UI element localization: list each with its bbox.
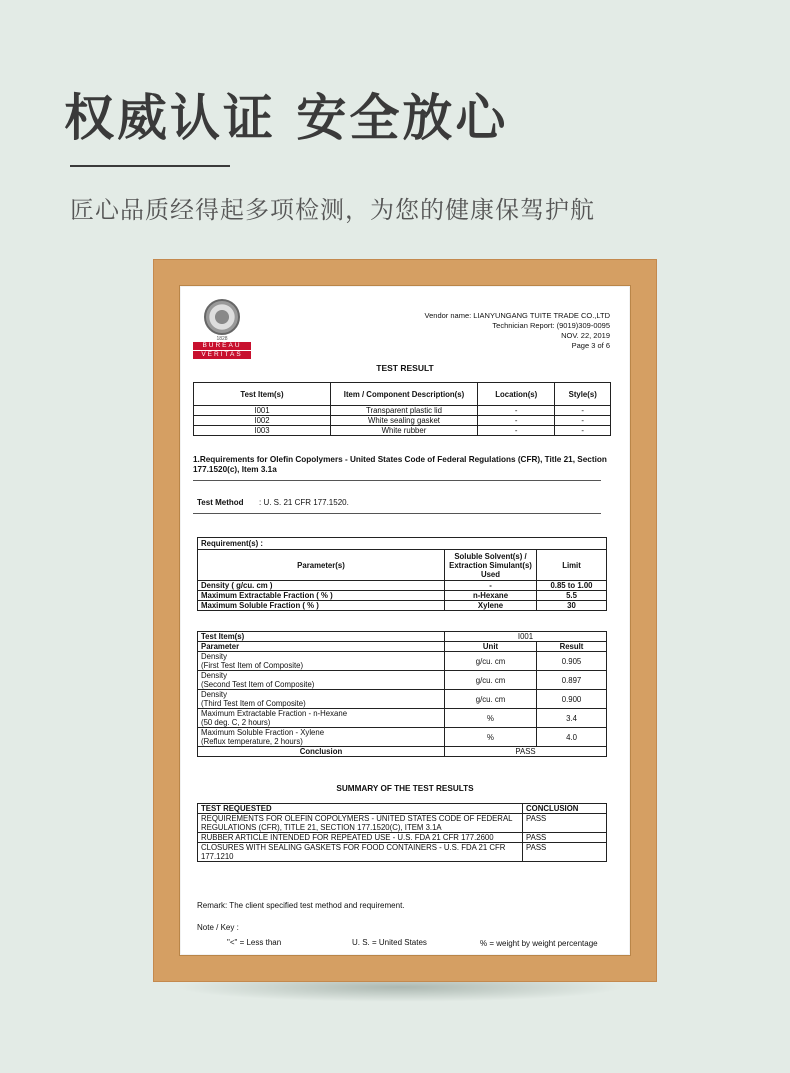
parameter-note: (50 deg. C, 2 hours) [201, 718, 271, 727]
table-cell: White sealing gasket [331, 416, 478, 426]
requirements-table [197, 537, 607, 611]
requirements-header: Soluble Solvent(s) / Extraction Simulant(s) Used [445, 550, 537, 581]
items-table [193, 382, 611, 436]
table-cell: Transparent plastic lid [331, 406, 478, 416]
table-cell: I002 [194, 416, 331, 426]
table-row [198, 652, 607, 671]
parameter-name: Maximum Extractable Fraction - n-Hexane [201, 709, 348, 718]
test-method [197, 498, 349, 507]
conclusion-value: PASS [445, 747, 607, 757]
requirements-title: Requirement(s) : [198, 538, 607, 550]
table-cell: PASS [523, 833, 607, 843]
table-row [198, 591, 607, 601]
document-title: TEST RESULT [376, 363, 434, 373]
table-cell: - [445, 581, 537, 591]
conclusion-row [198, 747, 607, 757]
test-method-label: Test Method [197, 498, 244, 507]
table-cell: n-Hexane [445, 591, 537, 601]
report-date: NOV. 22, 2019 [561, 331, 610, 340]
bureau-veritas-logo [193, 299, 251, 359]
table-cell: - [478, 426, 555, 436]
table-cell: - [555, 406, 611, 416]
table-cell: 5.5 [537, 591, 607, 601]
page-headline: 权威认证 安全放心 [64, 89, 509, 147]
table-cell: 4.0 [537, 728, 607, 747]
results-header: Unit [445, 642, 537, 652]
table-row [198, 690, 607, 709]
divider [193, 513, 601, 514]
table-cell: 30 [537, 601, 607, 611]
parameter-name: Maximum Soluble Fraction - Xylene [201, 728, 325, 737]
table-row [198, 814, 607, 833]
page-number: Page 3 of 6 [571, 341, 610, 350]
table-cell: White rubber [331, 426, 478, 436]
table-cell: - [478, 416, 555, 426]
table-cell: REQUIREMENTS FOR OLEFIN COPOLYMERS - UNITED STATES CODE OF FEDERAL REGULATIONS (CFR), TITLE 21, SECTION 177.1520(C), ITEM 3.1A [198, 814, 523, 833]
note-label: Note / Key : [197, 923, 239, 932]
table-cell: - [555, 416, 611, 426]
logo-year: 1828 [216, 336, 228, 342]
table-cell: RUBBER ARTICLE INTENDED FOR REPEATED USE - U.S. FDA 21 CFR 177.2600 [198, 833, 523, 843]
table-cell: CLOSURES WITH SEALING GASKETS FOR FOOD CONTAINERS - U.S. FDA 21 CFR 177.1210 [198, 843, 523, 862]
summary-table [197, 803, 607, 862]
parameter-note: (Reflux temperature, 2 hours) [201, 737, 303, 746]
parameter-note: (Second Test Item of Composite) [201, 680, 315, 689]
table-cell: PASS [523, 814, 607, 833]
parameter-note: (Third Test Item of Composite) [201, 699, 306, 708]
table-cell: - [478, 406, 555, 416]
table-cell: 0.905 [537, 652, 607, 671]
test-item-label: Test Item(s) [198, 632, 445, 642]
table-row [198, 833, 607, 843]
table-cell: 3.4 [537, 709, 607, 728]
parameter-note: (First Test Item of Composite) [201, 661, 304, 670]
results-header: Result [537, 642, 607, 652]
technician-report: Technician Report: (9019)309-0095 [492, 321, 610, 330]
table-cell: Density ( g/cu. cm ) [198, 581, 445, 591]
summary-header: CONCLUSION [523, 804, 607, 814]
table-row [198, 671, 607, 690]
table-row [194, 406, 611, 416]
table-row [198, 843, 607, 862]
table-cell: % [445, 728, 537, 747]
logo-line-1: BUREAU [193, 342, 251, 350]
table-cell: Maximum Extractable Fraction ( % ) [198, 591, 445, 601]
table-cell: 0.900 [537, 690, 607, 709]
table-row [198, 601, 607, 611]
vendor-name: Vendor name: LIANYUNGANG TUITE TRADE CO.,LTD [424, 311, 610, 320]
table-cell: PASS [523, 843, 607, 862]
table-row [194, 426, 611, 436]
logo-line-2: VERITAS [193, 350, 251, 359]
certificate-paper [181, 287, 629, 954]
table-row [194, 416, 611, 426]
conclusion-label: Conclusion [198, 747, 445, 757]
items-header: Test Item(s) [194, 383, 331, 406]
table-row [198, 728, 607, 747]
table-cell: I001 [194, 406, 331, 416]
summary-header: TEST REQUESTED [198, 804, 523, 814]
table-cell: 0.85 to 1.00 [537, 581, 607, 591]
parameter-name: Density [201, 652, 227, 661]
test-method-value: : U. S. 21 CFR 177.1520. [259, 498, 349, 507]
items-header: Location(s) [478, 383, 555, 406]
table-cell: I003 [194, 426, 331, 436]
table-cell: g/cu. cm [445, 690, 537, 709]
table-cell: % [445, 709, 537, 728]
items-header: Item / Component Description(s) [331, 383, 478, 406]
items-header: Style(s) [555, 383, 611, 406]
summary-title: SUMMARY OF THE TEST RESULTS [336, 784, 474, 793]
requirements-header: Limit [537, 550, 607, 581]
certificate-frame [154, 260, 656, 981]
table-cell: Xylene [445, 601, 537, 611]
requirement-heading: 1.Requirements for Olefin Copolymers - United States Code of Federal Regulations (CFR), Title 21, Section 177.1520(c), Item 3.1a [193, 455, 607, 474]
table-row [198, 581, 607, 591]
vendor-block [425, 311, 610, 351]
results-header: Parameter [198, 642, 445, 652]
table-cell: g/cu. cm [445, 671, 537, 690]
table-cell: g/cu. cm [445, 652, 537, 671]
remark: Remark: The client specified test method and requirement. [197, 901, 405, 910]
table-cell: Maximum Soluble Fraction ( % ) [198, 601, 445, 611]
parameter-name: Density [201, 671, 227, 680]
key-united-states: U. S. = United States [352, 938, 427, 947]
page-subtitle: 匠心品质经得起多项检测，为您的健康保驾护航 [70, 196, 595, 224]
test-item-value: I001 [445, 632, 607, 642]
table-cell: - [555, 426, 611, 436]
key-percentage: % = weight by weight percentage [480, 939, 598, 948]
table-cell: 0.897 [537, 671, 607, 690]
requirements-header: Parameter(s) [198, 550, 445, 581]
headline-divider [70, 165, 230, 167]
table-row [198, 709, 607, 728]
results-table [197, 631, 607, 757]
divider [193, 480, 601, 481]
key-less-than: "<" = Less than [227, 938, 282, 947]
seal-icon [204, 299, 240, 335]
parameter-name: Density [201, 690, 227, 699]
